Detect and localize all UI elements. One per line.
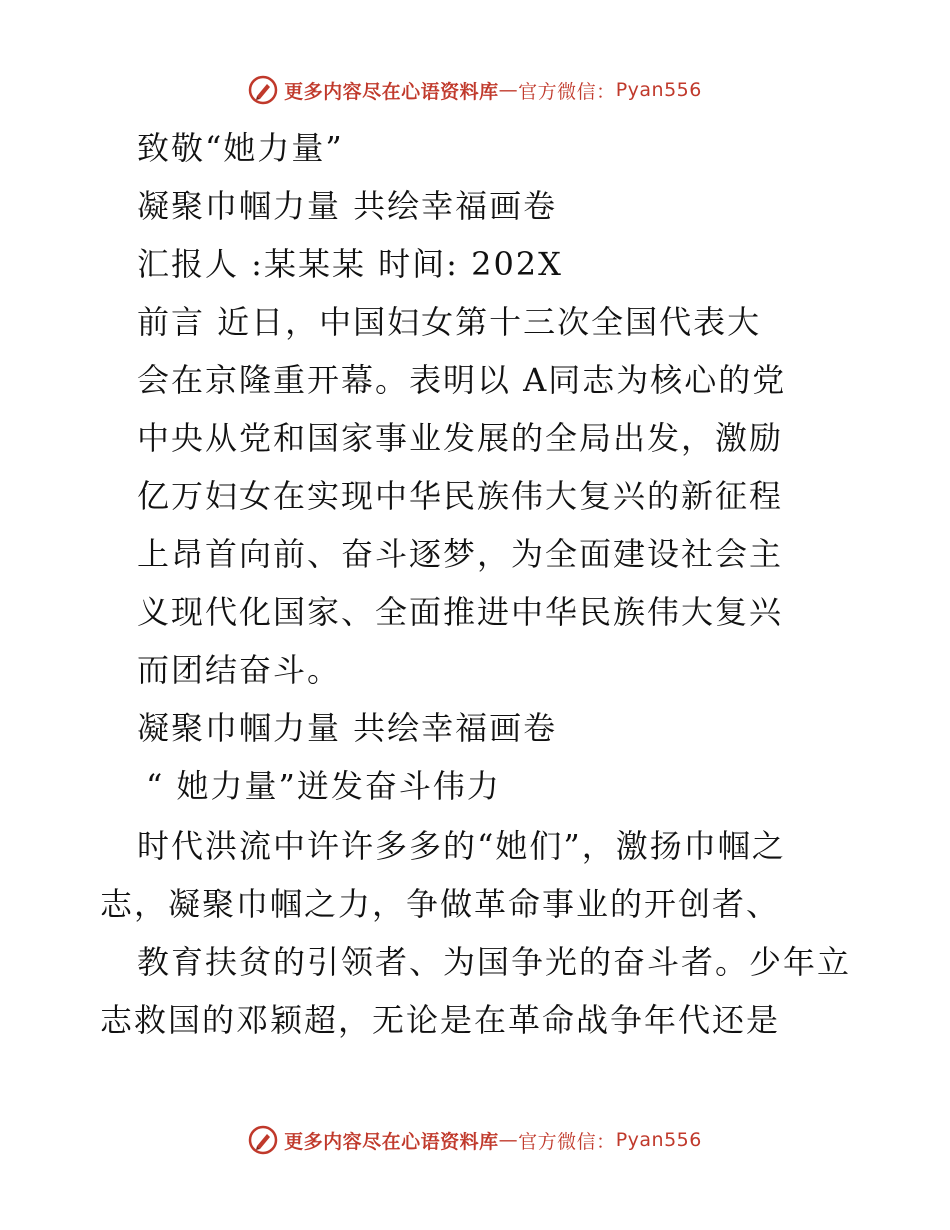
doc-subtitle: 凝聚巾帼力量 共绘幸福画卷 <box>137 187 558 225</box>
pen-logo-icon <box>248 75 278 105</box>
doc-line: 志救国的邓颖超，无论是在革命战争年代还是 <box>100 1001 781 1039</box>
doc-line: 而团结奋斗。 <box>137 651 342 689</box>
doc-line: 会在京隆重开幕。表明以 A同志为核心的党 <box>137 361 787 399</box>
watermark-separator: — <box>498 79 519 101</box>
footer-watermark <box>0 1120 950 1160</box>
doc-reporter-line: 汇报人 :某某某 时间: 202X <box>137 245 563 283</box>
doc-title: 致敬“她力量” <box>137 129 344 167</box>
watermark-separator: — <box>498 1129 519 1151</box>
section-subheading: “ 她力量”迸发奋斗伟力 <box>146 767 501 805</box>
watermark-label: 官方微信： <box>518 80 616 103</box>
doc-line: 上昂首向前、奋斗逐梦，为全面建设社会主 <box>137 535 784 573</box>
watermark-label: 官方微信： <box>518 1130 616 1153</box>
header-watermark <box>0 70 950 110</box>
doc-line: 中央从党和国家事业发展的全局出发，激励 <box>137 419 784 457</box>
doc-line: 前言 近日，中国妇女第十三次全国代表大 <box>137 303 762 341</box>
watermark-account: Pyan556 <box>615 1129 702 1151</box>
watermark-account: Pyan556 <box>615 79 702 101</box>
section-heading: 凝聚巾帼力量 共绘幸福画卷 <box>137 709 558 747</box>
doc-line: 志，凝聚巾帼之力，争做革命事业的开创者、 <box>100 885 781 923</box>
doc-line: 教育扶贫的引领者、为国争光的奋斗者。少年立 <box>137 943 852 981</box>
doc-line: 义现代化国家、全面推进中华民族伟大复兴 <box>137 593 784 631</box>
watermark-main-text: 更多内容尽在心语资料库 <box>284 1130 499 1153</box>
doc-line: 时代洪流中许许多多的“她们”，激扬巾帼之 <box>137 827 786 865</box>
pen-logo-icon <box>248 1125 278 1155</box>
doc-line: 亿万妇女在实现中华民族伟大复兴的新征程 <box>137 477 784 515</box>
watermark-main-text: 更多内容尽在心语资料库 <box>284 80 499 103</box>
